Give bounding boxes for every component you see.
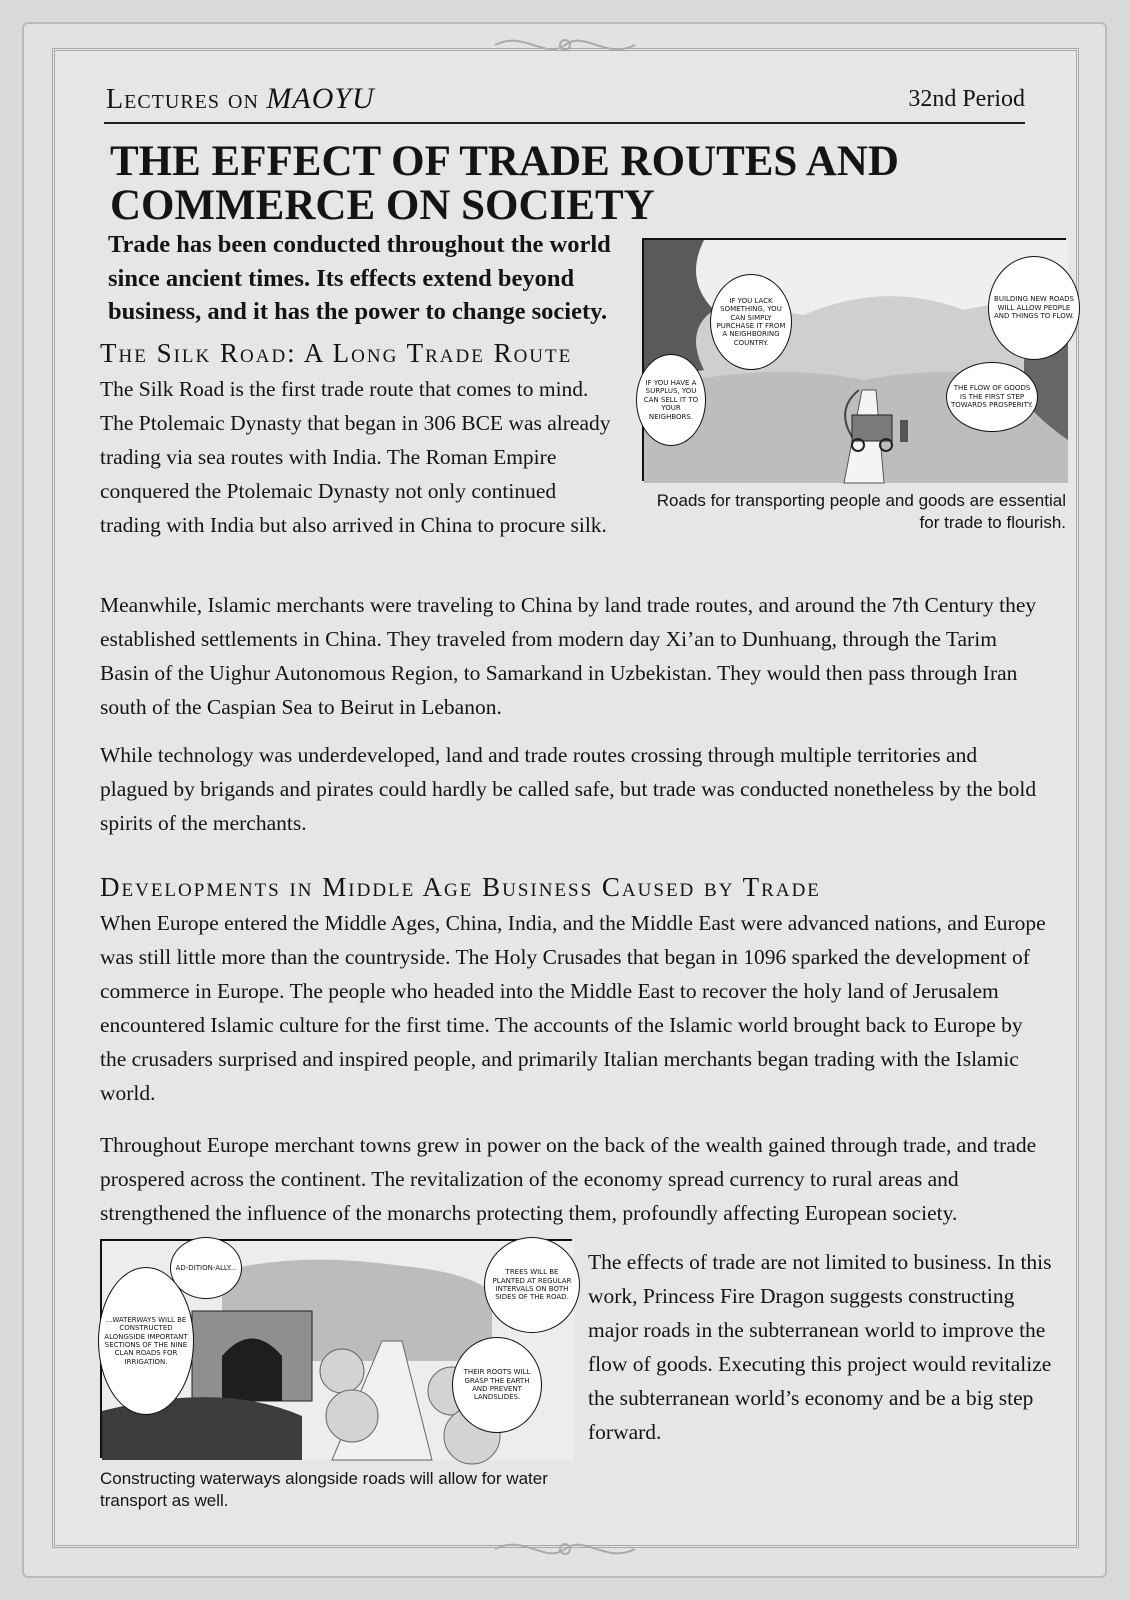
panel2-bubble-4: THEIR ROOTS WILL GRASP THE EARTH AND PREVENT LANDSLIDES. [452, 1337, 542, 1433]
panel1-bubble-3: BUILDING NEW ROADS WILL ALLOW PEOPLE AND THINGS TO FLOW. [988, 256, 1080, 360]
manga-panel-waterways [100, 1239, 572, 1458]
panel2-bubble-3: TREES WILL BE PLANTED AT REGULAR INTERVALS ON BOTH SIDES OF THE ROAD. [484, 1237, 580, 1333]
manga-panel-roads [642, 238, 1075, 481]
title-line-2: COMMERCE ON SOCIETY [110, 182, 655, 229]
series-name: MAOYU [266, 82, 375, 115]
section1-paragraph-2 [100, 588, 1050, 724]
panel1-bubble-1: IF YOU LACK SOMETHING, YOU CAN SIMPLY PURCHASE IT FROM A NEIGHBORING COUNTRY. [710, 274, 792, 370]
section1-paragraph-1 [100, 372, 622, 542]
panel2-bubble-2: ...WATERWAYS WILL BE CONSTRUCTED ALONGSIDE IMPORTANT SECTIONS OF THE NINE CLAN ROADS FOR IRRIGATION. [98, 1267, 194, 1415]
panel1-bubble-4: THE FLOW OF GOODS IS THE FIRST STEP TOWARDS PROSPERITY. [946, 362, 1038, 432]
header-divider [104, 122, 1025, 124]
section2-paragraph-3 [588, 1245, 1058, 1449]
section1-p3: While technology was underdeveloped, land and trade routes crossing through multiple territories and plagued by brigands and pirates could hardly be called safe, but trade was conducted nonetheless by the bold spirits of the merchants. [100, 743, 1037, 835]
section2-paragraph-2 [100, 1128, 1050, 1230]
section-heading-silk-road: The Silk Road: A Long Trade Route [100, 338, 573, 368]
section2-p1: When Europe entered the Middle Ages, China, India, and the Middle East were advanced nations, and Europe was still little more than the countryside. The Holy Crusades that began in 1096 sparked the development of commerce in Europe. The people who headed into the Middle East to recover the holy land of Jerusalem encountered Islamic culture for the first time. The accounts of the Islamic world brought back to Europe by the crusaders surprised and inspired people, and primarily Italian merchants began trading with the Islamic world. [100, 911, 1046, 1105]
section1-paragraph-3 [100, 738, 1050, 840]
panel1-caption: Roads for transporting people and goods are essential for trade to flourish. [656, 491, 1066, 532]
page-title [110, 140, 1010, 228]
section-heading-middle-age-business: Developments in Middle Age Business Caused by Trade [100, 872, 821, 902]
panel2-bubble-1: AD-DITION-ALLY... [170, 1237, 242, 1299]
period-label: 32nd Period [908, 86, 1025, 112]
section1-p2: Meanwhile, Islamic merchants were traveling to China by land trade routes, and around the 7th Century they established settlements in China. They traveled from modern day Xi’an to Dunhuang, through the Tarim Basin of the Uighur Autonomous Region, to Samarkand in Uzbekistan. They would then pass through Iran south of the Caspian Sea to Beirut in Lebanon. [100, 593, 1037, 719]
section2-p3: The effects of trade are not limited to business. In this work, Princess Fire Dragon suggests constructing major roads in the subterranean world to improve the flow of goods. Executing this project would revitalize the subterranean world’s economy and be a big step forward. [588, 1250, 1052, 1444]
title-line-1: THE EFFECT OF TRADE ROUTES AND [110, 138, 899, 185]
panel2-caption: Constructing waterways alongside roads will allow for water transport as well. [100, 1469, 548, 1510]
panel1-bubble-2: IF YOU HAVE A SURPLUS, YOU CAN SELL IT TO YOUR NEIGHBORS. [636, 354, 706, 446]
series-header [106, 82, 375, 116]
section2-p2: Throughout Europe merchant towns grew in power on the back of the wealth gained through trade, and trade prospered across the continent. The revitalization of the economy spread currency to rural areas and strengthened the influence of the monarchs protecting them, profoundly affecting European society. [100, 1133, 1037, 1225]
bottom-ornament [485, 1534, 645, 1564]
top-ornament [485, 30, 645, 60]
series-prefix: Lectures on [106, 84, 259, 115]
section2-paragraph-1 [100, 906, 1050, 1110]
section1-p1: The Silk Road is the first trade route that comes to mind. The Ptolemaic Dynasty that began in 306 BCE was already trading via sea routes with India. The Roman Empire conquered the Ptolemaic Dynasty not only continued trading with India but also arrived in China to procure silk. [100, 377, 611, 537]
intro-text: Trade has been conducted throughout the world since ancient times. Its effects extend beyond business, and it has the power to change society. [108, 231, 611, 325]
